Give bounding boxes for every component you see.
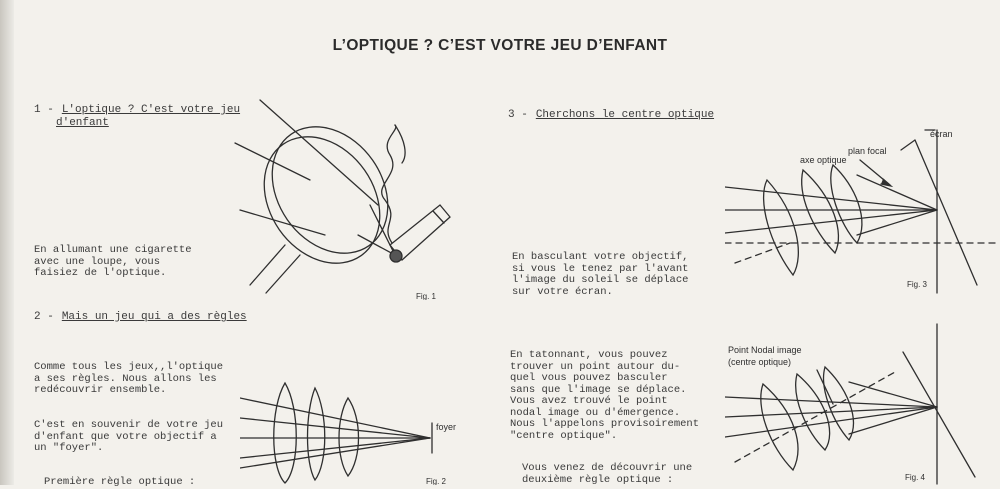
magnifier-handle: [250, 245, 285, 285]
section-3-heading: [508, 109, 714, 122]
cigarette-burning-tip: [390, 250, 402, 262]
paragraph-loupe: En allumant une cigarette avec une loupe, vous faisiez de l'optique.: [34, 244, 192, 279]
lens-element: [831, 165, 862, 243]
arrowhead: [881, 179, 891, 186]
section-1-number: 1 -: [34, 104, 54, 116]
incoming-ray: [725, 210, 937, 233]
plan-focal-label: plan focal: [848, 146, 887, 156]
paragraph-basculant: En basculant votre objectif, si vous le tenez par l'avant l'image du soleil se déplace sur votre écran.: [512, 251, 689, 298]
page-binding-edge: [0, 0, 14, 485]
lens-element: [339, 398, 359, 476]
section-1-title-line1: L'optique ? C'est votre jeu: [61, 104, 241, 116]
plan-focal-leader: [901, 140, 915, 150]
sun-ray: [240, 210, 325, 235]
section-1-heading: [34, 104, 240, 117]
page-title: L’OPTIQUE ? C’EST VOTRE JEU D’ENFANT: [332, 37, 668, 54]
incoming-ray: [240, 438, 430, 458]
paragraph-regles: Comme tous les jeux,,l'optique a ses règles. Nous allons les redécouvrir ensemble.: [34, 361, 224, 396]
cigarette-filter-line: [433, 211, 444, 223]
section-1-heading-cont: [56, 117, 109, 130]
lens-element: [824, 367, 854, 440]
figure-4-nodal-point-diagram: [725, 322, 1000, 485]
centre-optique-label: (centre optique): [728, 357, 792, 367]
paragraph-foyer: C'est en souvenir de votre jeu d'enfant que votre objectif a un "foyer".: [34, 419, 224, 454]
nodal-leader: [817, 370, 833, 404]
tilted-axis-dashed: [735, 372, 895, 462]
incoming-ray: [240, 438, 430, 468]
section-3-title: Cherchons le centre optique: [535, 109, 715, 121]
figure-3-tilted-objective-diagram: [725, 125, 1000, 295]
figure-2-lens-focus-diagram: [240, 378, 485, 485]
smoke-curl: [395, 125, 405, 163]
tilted-axis-dashed: [735, 243, 790, 263]
paragraph-deuxieme-regle: Vous venez de découvrir une deuxième règle optique :: [522, 462, 693, 486]
converging-ray: [857, 175, 937, 210]
magnifier-lens: [240, 114, 403, 285]
lens-element: [274, 383, 297, 483]
lens-element: [802, 170, 839, 253]
paragraph-premiere-regle: Première règle optique :: [44, 476, 196, 488]
sun-ray: [260, 100, 378, 205]
figure-1-magnifier-illustration: [230, 95, 460, 300]
lens-element: [308, 388, 325, 480]
paragraph-tatonnant: En tatonnant, vous pouvez trouver un point autour du- quel vous pouvez basculer sans que l'image se déplace. Vous avez trouvé le point nodal image ou d'émergence. Nous l'appelons provisoirement "centre optique".: [510, 349, 700, 442]
section-2-title: Mais un jeu qui a des règles: [61, 311, 247, 323]
figure-3-label: Fig. 3: [907, 280, 928, 289]
incoming-ray: [240, 418, 430, 438]
figure-4-label: Fig. 4: [905, 473, 926, 482]
axe-optique-label: axe optique: [800, 155, 847, 165]
focal-plane-line: [915, 140, 977, 285]
ecran-label: écran: [930, 129, 953, 139]
section-1-title-line2: d'enfant: [56, 117, 109, 129]
figure-1-label: Fig. 1: [416, 292, 437, 300]
section-2-heading: [34, 311, 247, 324]
incoming-ray: [240, 398, 430, 438]
nodal-point-label: Point Nodal image: [728, 345, 802, 355]
section-2-number: 2 -: [34, 311, 54, 323]
smoke-curl: [382, 125, 396, 243]
section-3-number: 3 -: [508, 109, 528, 121]
foyer-label: foyer: [436, 422, 457, 432]
magnifier-rim: [248, 104, 411, 275]
figure-2-label: Fig. 2: [426, 477, 447, 485]
